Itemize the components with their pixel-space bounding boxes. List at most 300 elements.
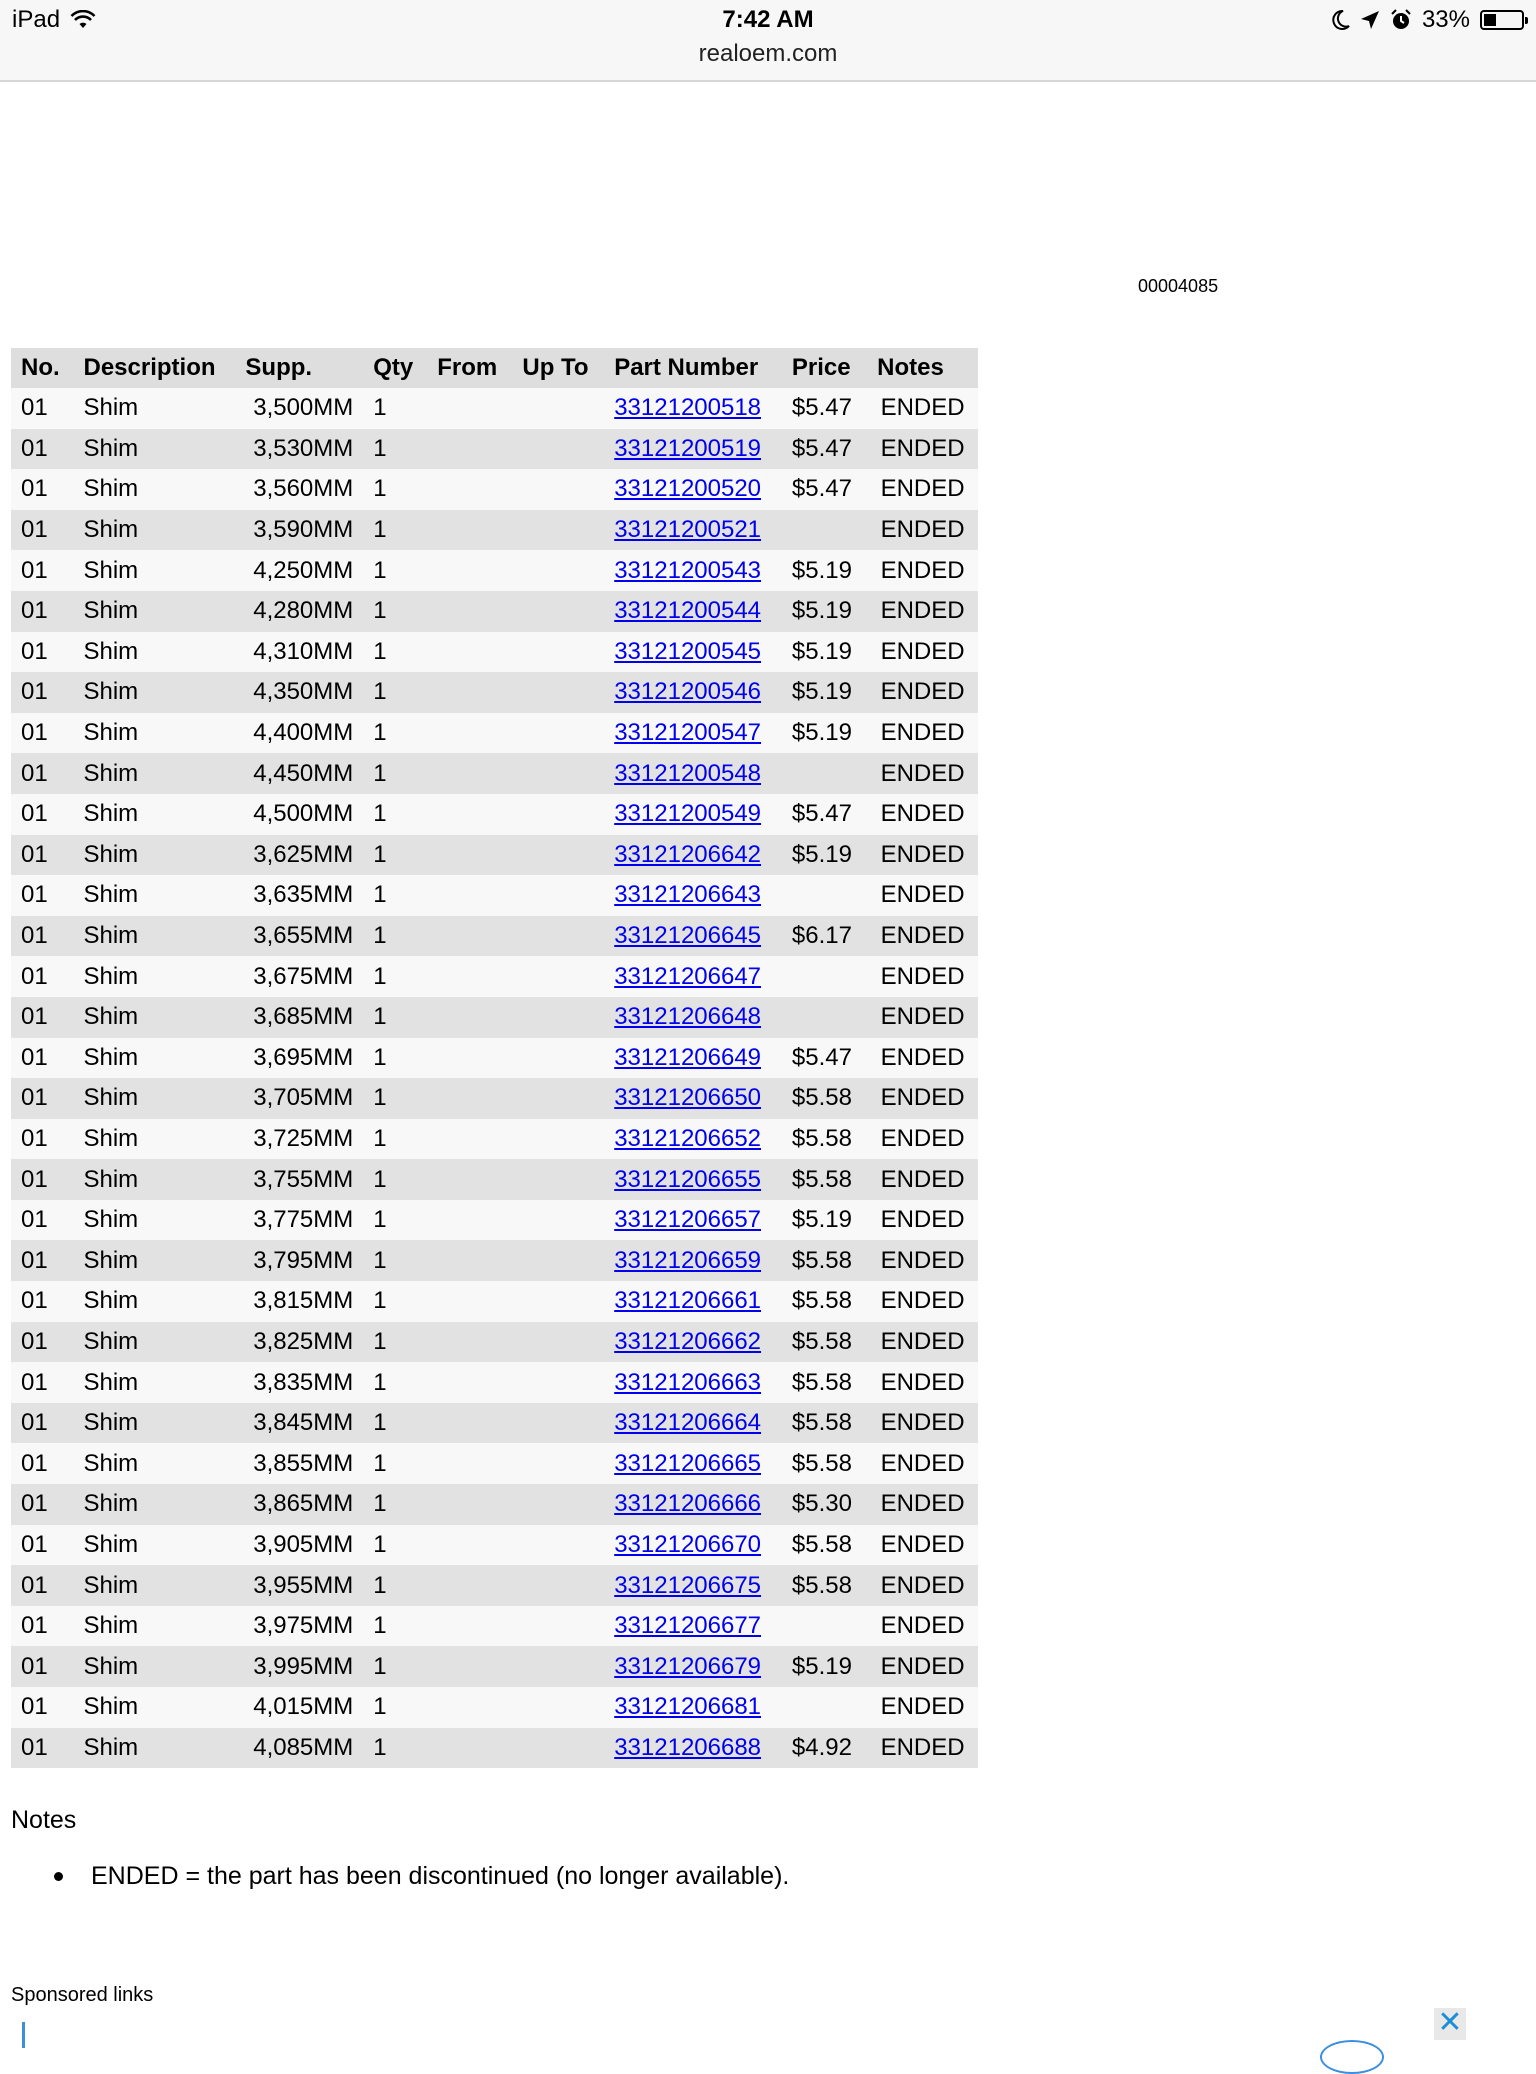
cell-description: Shim xyxy=(83,1327,139,1355)
table-row xyxy=(11,997,978,1038)
cell-qty: 1 xyxy=(373,1733,387,1761)
part-number-link[interactable]: 33121206657 xyxy=(614,1206,762,1234)
cell-qty: 1 xyxy=(373,1124,387,1152)
location-arrow-icon xyxy=(1360,10,1380,30)
cell-upto xyxy=(512,713,604,754)
part-number-link[interactable]: 33121206665 xyxy=(614,1449,762,1477)
part-number-link[interactable]: 33121206663 xyxy=(614,1368,762,1396)
table-row xyxy=(11,429,978,470)
cell-from xyxy=(427,1606,512,1647)
cell-from xyxy=(427,713,512,754)
cell-description: Shim xyxy=(83,1530,139,1558)
part-number-link[interactable]: 33121206679 xyxy=(614,1652,762,1680)
cell-qty: 1 xyxy=(373,1043,387,1071)
cell-supp: 3,845MM xyxy=(253,1409,354,1437)
cell-supp: 4,310MM xyxy=(253,637,354,665)
table-row xyxy=(11,875,978,916)
cell-notes: ENDED xyxy=(880,881,965,909)
cell-price: $5.58 xyxy=(791,1368,852,1396)
cell-price: $5.58 xyxy=(791,1084,852,1112)
table-row xyxy=(11,835,978,876)
cell-no: 01 xyxy=(21,962,48,990)
table-row xyxy=(11,672,978,713)
cell-supp: 3,995MM xyxy=(253,1652,354,1680)
cell-upto xyxy=(512,956,604,997)
cell-from xyxy=(427,916,512,957)
cell-from xyxy=(427,1038,512,1079)
battery-percent: 33% xyxy=(1421,6,1470,33)
part-number-link[interactable]: 33121206652 xyxy=(614,1124,762,1152)
cell-from xyxy=(427,1362,512,1403)
cell-no: 01 xyxy=(21,1733,48,1761)
cell-price: $5.47 xyxy=(791,475,852,503)
battery-level xyxy=(1484,14,1496,26)
cell-upto xyxy=(512,672,604,713)
cell-price: $5.47 xyxy=(791,1043,852,1071)
cell-from xyxy=(427,1281,512,1322)
cell-from xyxy=(427,1646,512,1687)
part-number-link[interactable]: 33121200546 xyxy=(614,678,762,706)
table-row xyxy=(11,1525,978,1566)
cell-supp: 3,675MM xyxy=(253,962,354,990)
part-number-link[interactable]: 33121206647 xyxy=(614,962,762,990)
ad-close-icon[interactable]: ✕ xyxy=(1434,2008,1466,2040)
cell-supp: 3,855MM xyxy=(253,1449,354,1477)
cell-from xyxy=(427,1728,512,1769)
cell-price: $5.58 xyxy=(791,1571,852,1599)
cell-notes: ENDED xyxy=(880,1530,965,1558)
cell-price: $5.19 xyxy=(791,637,852,665)
table-row xyxy=(11,632,978,673)
cell-part-number xyxy=(604,753,782,794)
cell-no: 01 xyxy=(21,597,48,625)
cell-no: 01 xyxy=(21,1165,48,1193)
cell-description: Shim xyxy=(83,759,139,787)
parts-table-body xyxy=(11,388,978,1768)
part-number-link[interactable]: 33121206675 xyxy=(614,1571,762,1599)
part-number-link[interactable]: 33121200519 xyxy=(614,434,762,462)
cell-qty: 1 xyxy=(373,556,387,584)
cell-price xyxy=(782,1687,867,1728)
cell-qty: 1 xyxy=(373,719,387,747)
cell-supp: 3,655MM xyxy=(253,922,354,950)
table-row xyxy=(11,753,978,794)
part-number-link[interactable]: 33121206664 xyxy=(614,1409,762,1437)
cell-part-number xyxy=(604,794,782,835)
cell-supp: 3,825MM xyxy=(253,1327,354,1355)
cell-description: Shim xyxy=(83,1449,139,1477)
status-bar xyxy=(0,0,1536,82)
cell-no: 01 xyxy=(21,1490,48,1518)
part-number-link[interactable]: 33121206661 xyxy=(614,1287,762,1315)
cell-notes: ENDED xyxy=(880,556,965,584)
cell-supp: 4,500MM xyxy=(253,800,354,828)
cell-price: $4.92 xyxy=(791,1733,852,1761)
cell-upto xyxy=(512,1443,604,1484)
cell-qty: 1 xyxy=(373,1571,387,1599)
cell-qty: 1 xyxy=(373,1246,387,1274)
part-number-link[interactable]: 33121200520 xyxy=(614,475,762,503)
cell-no: 01 xyxy=(21,475,48,503)
cell-no: 01 xyxy=(21,1084,48,1112)
cell-from xyxy=(427,510,512,551)
cell-supp: 3,815MM xyxy=(253,1287,354,1315)
cell-description: Shim xyxy=(83,1246,139,1274)
cell-no: 01 xyxy=(21,394,48,422)
notes-item: ENDED = the part has been discontinued (no longer available). xyxy=(91,1862,790,1890)
cell-qty: 1 xyxy=(373,1490,387,1518)
part-number-link[interactable]: 33121206645 xyxy=(614,922,762,950)
table-row xyxy=(11,1606,978,1647)
cell-upto xyxy=(512,997,604,1038)
moon-icon xyxy=(1330,9,1350,31)
cell-description: Shim xyxy=(83,1490,139,1518)
cell-qty: 1 xyxy=(373,1084,387,1112)
cell-price: $5.19 xyxy=(791,597,852,625)
part-number-link[interactable]: 33121200543 xyxy=(614,556,762,584)
cell-from xyxy=(427,1322,512,1363)
part-number-link[interactable]: 33121200549 xyxy=(614,800,762,828)
cell-no: 01 xyxy=(21,1571,48,1599)
cell-upto xyxy=(512,1606,604,1647)
cell-from xyxy=(427,550,512,591)
cell-description: Shim xyxy=(83,1409,139,1437)
part-number-link[interactable]: 33121206688 xyxy=(614,1733,762,1761)
table-row xyxy=(11,1565,978,1606)
cell-description: Shim xyxy=(83,678,139,706)
cell-no: 01 xyxy=(21,1612,48,1640)
cell-description: Shim xyxy=(83,840,139,868)
cell-price xyxy=(782,875,867,916)
cell-from xyxy=(427,753,512,794)
cell-from xyxy=(427,429,512,470)
cell-part-number xyxy=(604,1728,782,1769)
cell-qty: 1 xyxy=(373,1003,387,1031)
cell-notes: ENDED xyxy=(880,1490,965,1518)
cell-description: Shim xyxy=(83,1368,139,1396)
cell-description: Shim xyxy=(83,1652,139,1680)
cell-from xyxy=(427,997,512,1038)
part-number-link[interactable]: 33121206662 xyxy=(614,1327,762,1355)
cell-notes: ENDED xyxy=(880,1652,965,1680)
cell-from xyxy=(427,1403,512,1444)
parts-table xyxy=(11,348,978,1768)
cell-no: 01 xyxy=(21,759,48,787)
part-number-link[interactable]: 33121206649 xyxy=(614,1043,762,1071)
cell-notes: ENDED xyxy=(880,516,965,544)
notes-list xyxy=(54,1862,789,1891)
table-row xyxy=(11,510,978,551)
cell-upto xyxy=(512,469,604,510)
cell-upto xyxy=(512,835,604,876)
table-row xyxy=(11,916,978,957)
cell-description: Shim xyxy=(83,1043,139,1071)
cell-supp: 3,975MM xyxy=(253,1612,354,1640)
cell-description: Shim xyxy=(83,1003,139,1031)
table-row xyxy=(11,550,978,591)
cell-notes: ENDED xyxy=(880,637,965,665)
cell-qty: 1 xyxy=(373,1449,387,1477)
part-number-link[interactable]: 33121206670 xyxy=(614,1530,762,1558)
table-row xyxy=(11,469,978,510)
cell-notes: ENDED xyxy=(880,1733,965,1761)
cell-part-number xyxy=(604,916,782,957)
table-row xyxy=(11,1484,978,1525)
part-number-link[interactable]: 33121206677 xyxy=(614,1612,762,1640)
cell-notes: ENDED xyxy=(880,962,965,990)
cell-qty: 1 xyxy=(373,1652,387,1680)
cell-price: $5.58 xyxy=(791,1530,852,1558)
cell-notes: ENDED xyxy=(880,1003,965,1031)
cell-description: Shim xyxy=(83,597,139,625)
cell-qty: 1 xyxy=(373,1693,387,1721)
cell-price: $5.58 xyxy=(791,1287,852,1315)
cell-price: $5.19 xyxy=(791,1206,852,1234)
table-row xyxy=(11,1240,978,1281)
header-qty: Qty xyxy=(363,348,427,388)
cell-upto xyxy=(512,1728,604,1769)
cell-price xyxy=(782,1606,867,1647)
cell-no: 01 xyxy=(21,1124,48,1152)
battery-icon xyxy=(1480,10,1524,30)
cell-price: $5.47 xyxy=(791,394,852,422)
table-row xyxy=(11,591,978,632)
cell-price: $5.19 xyxy=(791,719,852,747)
cell-part-number xyxy=(604,1240,782,1281)
cell-supp: 3,755MM xyxy=(253,1165,354,1193)
cell-no: 01 xyxy=(21,1287,48,1315)
cell-notes: ENDED xyxy=(880,719,965,747)
cell-notes: ENDED xyxy=(880,840,965,868)
cell-notes: ENDED xyxy=(880,1409,965,1437)
cell-description: Shim xyxy=(83,394,139,422)
cell-description: Shim xyxy=(83,516,139,544)
cell-notes: ENDED xyxy=(880,434,965,462)
cell-no: 01 xyxy=(21,1003,48,1031)
cell-supp: 3,625MM xyxy=(253,840,354,868)
cell-from xyxy=(427,591,512,632)
cell-part-number xyxy=(604,1646,782,1687)
cell-part-number xyxy=(604,1159,782,1200)
table-row xyxy=(11,1322,978,1363)
cell-part-number xyxy=(604,429,782,470)
cell-no: 01 xyxy=(21,434,48,462)
cell-notes: ENDED xyxy=(880,1612,965,1640)
part-number-link[interactable]: 33121206648 xyxy=(614,1003,762,1031)
cell-no: 01 xyxy=(21,1368,48,1396)
part-number-link[interactable]: 33121200544 xyxy=(614,597,762,625)
status-right xyxy=(1330,6,1524,34)
table-row xyxy=(11,1646,978,1687)
table-row xyxy=(11,956,978,997)
cell-no: 01 xyxy=(21,881,48,909)
part-number-link[interactable]: 33121206643 xyxy=(614,881,762,909)
cell-upto xyxy=(512,1078,604,1119)
cell-no: 01 xyxy=(21,556,48,584)
cell-notes: ENDED xyxy=(880,1368,965,1396)
diagram-id: 00004085 xyxy=(1138,276,1219,296)
cell-part-number xyxy=(604,1281,782,1322)
header-notes: Notes xyxy=(867,348,978,388)
cell-notes: ENDED xyxy=(880,394,965,422)
cell-from xyxy=(427,1525,512,1566)
cell-qty: 1 xyxy=(373,759,387,787)
cell-description: Shim xyxy=(83,1571,139,1599)
cell-price: $5.58 xyxy=(791,1124,852,1152)
cell-part-number xyxy=(604,1362,782,1403)
cell-notes: ENDED xyxy=(880,1327,965,1355)
cell-part-number xyxy=(604,591,782,632)
cell-notes: ENDED xyxy=(880,1571,965,1599)
cell-upto xyxy=(512,1687,604,1728)
sponsored-links-label: Sponsored links xyxy=(11,1984,154,2006)
cell-supp: 3,955MM xyxy=(253,1571,354,1599)
cell-price xyxy=(782,997,867,1038)
cell-description: Shim xyxy=(83,1287,139,1315)
cell-part-number xyxy=(604,1565,782,1606)
cell-description: Shim xyxy=(83,1733,139,1761)
cell-upto xyxy=(512,510,604,551)
cell-qty: 1 xyxy=(373,962,387,990)
cell-supp: 4,085MM xyxy=(253,1733,354,1761)
cell-part-number xyxy=(604,632,782,673)
cell-notes: ENDED xyxy=(880,759,965,787)
cell-description: Shim xyxy=(83,962,139,990)
cell-supp: 3,725MM xyxy=(253,1124,354,1152)
cell-notes: ENDED xyxy=(880,1124,965,1152)
part-number-link[interactable]: 33121200521 xyxy=(614,516,762,544)
cell-upto xyxy=(512,632,604,673)
cell-no: 01 xyxy=(21,719,48,747)
cell-from xyxy=(427,388,512,429)
part-number-link[interactable]: 33121206659 xyxy=(614,1246,762,1274)
cell-from xyxy=(427,956,512,997)
cell-notes: ENDED xyxy=(880,1693,965,1721)
cell-qty: 1 xyxy=(373,922,387,950)
cell-price: $5.47 xyxy=(791,800,852,828)
cell-supp: 3,635MM xyxy=(253,881,354,909)
cell-notes: ENDED xyxy=(880,475,965,503)
part-number-link[interactable]: 33121206681 xyxy=(614,1693,762,1721)
cell-part-number xyxy=(604,1119,782,1160)
cell-part-number xyxy=(604,875,782,916)
part-number-link[interactable]: 33121200547 xyxy=(614,719,762,747)
cell-qty: 1 xyxy=(373,1368,387,1396)
cell-supp: 4,015MM xyxy=(253,1693,354,1721)
cell-no: 01 xyxy=(21,800,48,828)
cell-no: 01 xyxy=(21,1409,48,1437)
cell-no: 01 xyxy=(21,840,48,868)
part-number-link[interactable]: 33121206655 xyxy=(614,1165,762,1193)
cell-supp: 4,350MM xyxy=(253,678,354,706)
cell-part-number xyxy=(604,1078,782,1119)
cell-supp: 3,685MM xyxy=(253,1003,354,1031)
part-number-link[interactable]: 33121206650 xyxy=(614,1084,762,1112)
cell-part-number xyxy=(604,1038,782,1079)
cell-part-number xyxy=(604,672,782,713)
cell-no: 01 xyxy=(21,637,48,665)
table-row xyxy=(11,713,978,754)
cell-qty: 1 xyxy=(373,434,387,462)
cell-notes: ENDED xyxy=(880,597,965,625)
part-number-link[interactable]: 33121200518 xyxy=(614,394,762,422)
cell-description: Shim xyxy=(83,1165,139,1193)
cell-price xyxy=(782,510,867,551)
cell-no: 01 xyxy=(21,1246,48,1274)
cell-notes: ENDED xyxy=(880,800,965,828)
cell-upto xyxy=(512,1281,604,1322)
cell-supp: 3,865MM xyxy=(253,1490,354,1518)
cell-price: $5.58 xyxy=(791,1165,852,1193)
cell-qty: 1 xyxy=(373,881,387,909)
part-number-link[interactable]: 33121200545 xyxy=(614,637,762,665)
cell-part-number xyxy=(604,997,782,1038)
cell-description: Shim xyxy=(83,556,139,584)
cell-qty: 1 xyxy=(373,475,387,503)
cell-from xyxy=(427,1200,512,1241)
ad-graphic xyxy=(1320,2040,1384,2074)
cell-part-number xyxy=(604,956,782,997)
cell-notes: ENDED xyxy=(880,1165,965,1193)
header-price: Price xyxy=(782,348,867,388)
cell-qty: 1 xyxy=(373,1287,387,1315)
cell-qty: 1 xyxy=(373,1612,387,1640)
cell-part-number xyxy=(604,713,782,754)
header-upto: Up To xyxy=(512,348,604,388)
cell-supp: 3,705MM xyxy=(253,1084,354,1112)
cell-upto xyxy=(512,429,604,470)
address-bar-url[interactable]: realoem.com xyxy=(698,40,838,67)
cell-description: Shim xyxy=(83,637,139,665)
cell-description: Shim xyxy=(83,1206,139,1234)
cell-from xyxy=(427,835,512,876)
cell-part-number xyxy=(604,469,782,510)
cell-supp: 4,280MM xyxy=(253,597,354,625)
cell-upto xyxy=(512,550,604,591)
cell-upto xyxy=(512,1362,604,1403)
cell-supp: 4,450MM xyxy=(253,759,354,787)
part-number-link[interactable]: 33121206666 xyxy=(614,1490,762,1518)
table-row xyxy=(11,1443,978,1484)
cell-no: 01 xyxy=(21,1043,48,1071)
cell-description: Shim xyxy=(83,1084,139,1112)
cell-price: $5.58 xyxy=(791,1246,852,1274)
cell-description: Shim xyxy=(83,1612,139,1640)
header-no: No. xyxy=(11,348,73,388)
cell-notes: ENDED xyxy=(880,1084,965,1112)
cell-price: $5.58 xyxy=(791,1449,852,1477)
bullet-icon xyxy=(54,1872,63,1881)
part-number-link[interactable]: 33121206642 xyxy=(614,840,762,868)
cell-notes: ENDED xyxy=(880,922,965,950)
cell-no: 01 xyxy=(21,1449,48,1477)
cell-no: 01 xyxy=(21,1327,48,1355)
part-number-link[interactable]: 33121200548 xyxy=(614,759,762,787)
cell-supp: 3,795MM xyxy=(253,1246,354,1274)
cell-supp: 3,905MM xyxy=(253,1530,354,1558)
cell-qty: 1 xyxy=(373,1327,387,1355)
cell-no: 01 xyxy=(21,1530,48,1558)
table-row xyxy=(11,1159,978,1200)
cell-notes: ENDED xyxy=(880,1246,965,1274)
cell-upto xyxy=(512,1403,604,1444)
cell-price: $6.17 xyxy=(791,922,852,950)
cell-from xyxy=(427,1119,512,1160)
cell-description: Shim xyxy=(83,800,139,828)
cell-upto xyxy=(512,1038,604,1079)
cell-notes: ENDED xyxy=(880,1287,965,1315)
cell-supp: 3,500MM xyxy=(253,394,354,422)
